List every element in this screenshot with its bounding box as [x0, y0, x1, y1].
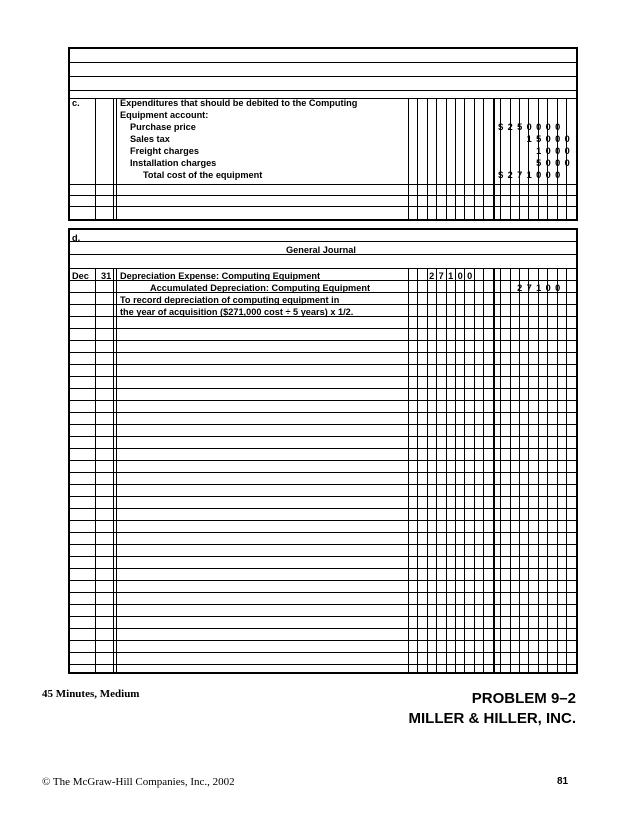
- entry-day: 31: [101, 271, 112, 281]
- section-c-line: Freight charges: [130, 146, 199, 156]
- explanation-line-2: the year of acquisition ($271,000 cost ÷ 5 years) x 1/2.: [120, 307, 354, 317]
- worksheet-c: c. Expenditures that should be debited to the Computing Equipment account: Purchase price Sales tax Freight charges Installation charges Total cost of the equipment $ 2 5 0 0 0 0 1 5 0 0 0 1 0 0 0 5 0 0 0 $ 2 7 1 0 0 0: [68, 47, 578, 221]
- copyright: © The McGraw-Hill Companies, Inc., 2002: [42, 776, 235, 788]
- explanation-line-1: To record depreciation of computing equipment in: [120, 295, 340, 305]
- section-c-line: Purchase price: [130, 122, 196, 132]
- time-estimate: 45 Minutes, Medium: [42, 688, 140, 700]
- credit-account: Accumulated Depreciation: Computing Equipment: [150, 283, 371, 293]
- section-c-line: Total cost of the equipment: [143, 170, 263, 180]
- company-name: MILLER & HILLER, INC.: [408, 710, 576, 727]
- section-d-label: d.: [72, 233, 81, 243]
- worksheet-d: d. General Journal Dec 31 Depreciation Expense: Computing Equipment Accumulated Depreciation: Computing Equipment To record depreciation of computing equipment in the year of acquisition ($271,000 cost ÷ 5 years) x 1/2. 2 7 1 0 0 2 7 1 0 0: [68, 228, 578, 674]
- section-c-label: c.: [72, 98, 80, 108]
- section-c-line: Expenditures that should be debited to the Computing: [120, 98, 358, 108]
- section-c-line: Installation charges: [130, 158, 217, 168]
- section-c-line: Equipment account:: [120, 110, 209, 120]
- page-number: 81: [557, 776, 569, 787]
- problem-number: PROBLEM 9–2: [471, 690, 576, 707]
- section-c-line: Sales tax: [130, 134, 170, 144]
- journal-title: General Journal: [286, 245, 356, 255]
- entry-month: Dec: [72, 271, 89, 281]
- debit-account: Depreciation Expense: Computing Equipment: [120, 271, 321, 281]
